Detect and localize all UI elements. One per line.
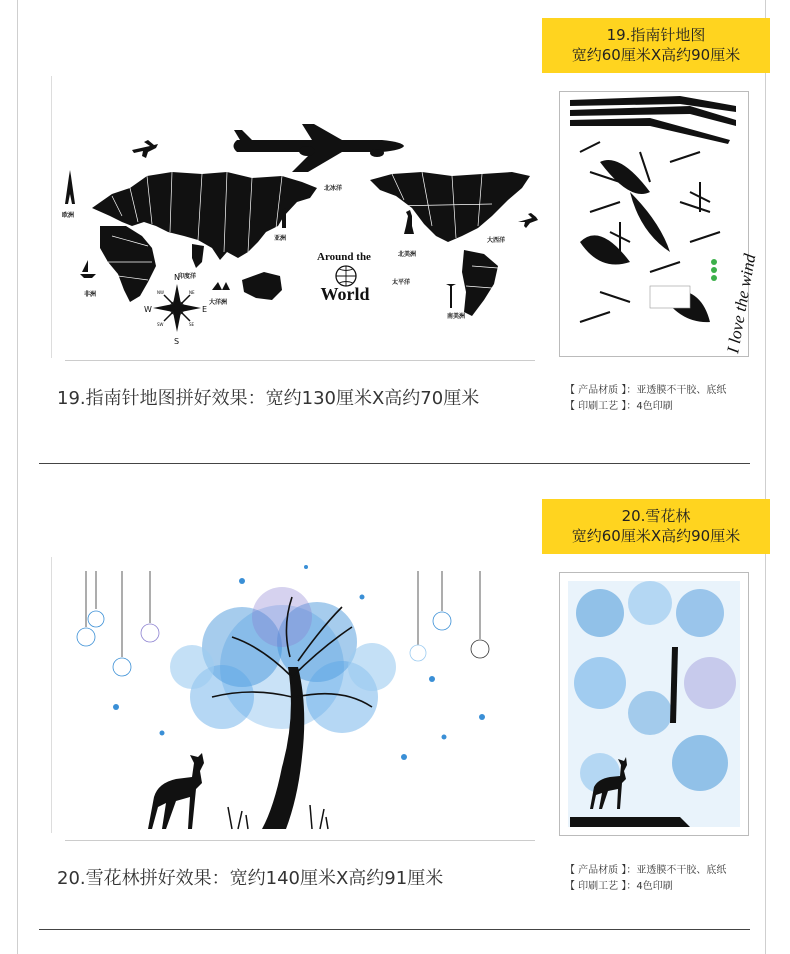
label-north-america: 北美洲 [398,251,417,258]
section-divider [39,929,750,930]
scene-baseline [65,360,535,361]
product-specs [565,863,726,895]
badge-size: 宽约60厘米X高约90厘米 [571,527,741,545]
compass-w: W [144,305,152,314]
label-africa: 非洲 [84,291,97,298]
compass-nw: NW [157,290,164,295]
north-america-landmass [370,172,530,242]
compass-e: E [202,305,208,314]
sheet-slogan: I love the wind [723,252,760,355]
eiffel-tower-icon [65,170,75,204]
spec-print: 【 印刷工艺 】：4色印刷 [565,881,673,892]
statue-of-liberty-icon [404,210,414,234]
africa-landmass [100,226,156,302]
sticker-sheet [559,572,749,836]
india-landmass [192,244,204,268]
spec-material: 【 产品材质 】：亚透膜不干胶、底纸 [565,865,727,876]
sticker-sheet-preview [560,92,760,356]
label-pacific: 太平洋 [392,279,411,286]
product-badge [542,18,770,73]
christ-statue-icon [446,284,456,308]
small-plane-icon [132,140,158,158]
compass-sw: SW [157,322,164,327]
label-asia: 亚洲 [274,235,287,242]
compass-se: SE [189,322,195,327]
opera-house-icon [212,282,230,290]
badge-title: 20.雪花林 [621,507,691,525]
label-europe: 欧洲 [62,212,75,219]
product-specs [565,383,726,415]
compass-rose-icon [144,273,207,346]
map-text-around: Around the [317,251,371,263]
label-oceania: 大洋洲 [209,299,228,306]
badge-size: 宽约60厘米X高约90厘米 [571,46,741,64]
deer-icon [148,753,204,829]
compass-ne: NE [189,290,195,295]
label-atlantic: 大西洋 [487,237,506,244]
map-text-world: World [320,284,370,304]
sticker-sheet-preview [560,573,748,835]
product-badge [542,499,770,554]
airplane-icon [234,124,405,172]
product-caption: 20.雪花林拼好效果：宽约140厘米X高约91厘米 [57,868,444,889]
compass-n: N [174,273,180,282]
section-divider [39,463,750,464]
world-map-scene [51,76,536,358]
label-south-america: 南美洲 [447,313,466,320]
product-caption: 19.指南针地图拼好效果：宽约130厘米X高约70厘米 [57,388,480,409]
australia-landmass [242,272,282,300]
world-map-illustration [52,76,536,358]
badge-title: 19.指南针地图 [606,26,706,44]
spec-print: 【 印刷工艺 】：4色印刷 [565,401,673,412]
south-america-landmass [462,250,498,316]
snow-forest-illustration [52,557,536,833]
small-plane-icon [518,213,538,228]
label-arctic: 北冰洋 [324,185,343,192]
snowflake-canopy [170,587,396,733]
spec-material: 【 产品材质 】：亚透膜不干胶、底纸 [565,385,727,396]
page-frame-right [765,0,766,954]
compass-s: S [174,337,180,346]
page-frame-left [17,0,18,954]
scene-baseline [65,840,535,841]
big-ben-icon [282,208,286,228]
sailboat-icon [80,260,96,278]
label-indian: 印度洋 [178,273,197,280]
snow-forest-scene [51,557,536,833]
sticker-sheet [559,91,760,357]
